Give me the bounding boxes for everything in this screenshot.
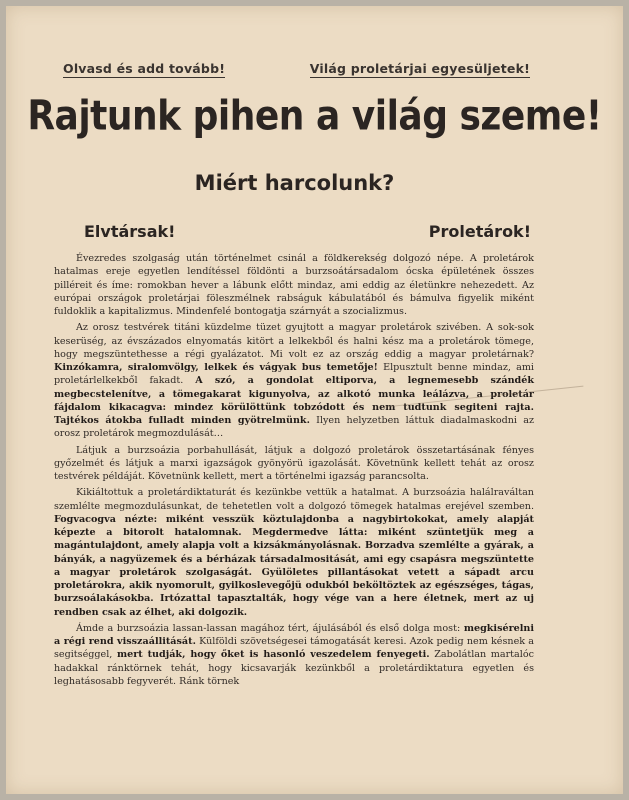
- paragraph: [54, 622, 534, 688]
- bold-text: megkisérelni a régi rend visszaállitását.: [54, 622, 534, 647]
- text: Ámde a burzsoázia lassan-lassan magához tért, ájulásából és első dolga most:: [76, 622, 464, 634]
- text: Elpusztult benne mindaz, ami proletárlelkekből fakadt.: [54, 362, 535, 387]
- bold-text: A szó, a gondolat eltiporva, a legnemesebb szándék megbecstelenítve, a tömegakarat kigunyolva, az alkotó munka leálázva, a proletár fájdalom kikacagva: mindez körülöttünk tobzódott és nem tudtunk segiteni rajta. Tajtékos átokba fulladt minden gyötrelmünk.: [54, 375, 534, 426]
- headline: Rajtunk pihen a világ szeme!: [27, 92, 602, 141]
- text: Látjuk a burzsoázia porbahullását, látjuk a dolgozó proletárok összetartásának fényes győzelmét és látjuk a marxi igazságok gyönyörü igazolását. Követnünk kellett tehát az orosz testvérek példáját. Követnünk kellett, mert a történelmi igazság parancsolta.: [54, 444, 534, 482]
- text: Zabolátlan martalóc hadakkal ránktörnek tehát, hogy kicsavarják kezünkből a proletárdiktatura egyetlen és leghatásosabb fegyverét. Ránk törnek: [54, 649, 534, 687]
- bold-text: Kinzókamra, siralomvölgy, lelkek és vágyak bus temetője!: [54, 362, 378, 373]
- text: Az orosz testvérek titáni küzdelme tüzet gyujtott a magyar proletárok szivében. A sok-sok keserüség, az évszázados elnyomatás kitört a lelkekből és halni kész ma a proletárok tömege, hogy megszüntethesse a régi gyalázatot. Mi volt ez az ország eddig a magyar proletárnak?: [54, 322, 534, 360]
- paragraph: [54, 252, 534, 318]
- bold-text: Fogvacogva nézte: miként vesszük köztulajdonba a nagybirtokokat, amely alapját képezte a bitorolt hatalomnak. Megdermedve látta: miként szüntetjük meg a magántulajdont, amely alapja volt a kizsákmányolásnak. Borzadva szemlélte a gyárak, a bányák, a nagyüzemek és a bérházak társadalmositását, ami egy csapásra megszüntette a magyar proletárok szolgaságát. Gyülöletes pillantásokat vetett a sápadt arcu proletárokra, akik nyomorult, gyilkoslevegőjü odukból beköltöztek az egészséges, tágas, burzsoálakásokba. Irtózattal tapasztalták, hogy vége van a here életnek, mert az uj rendben csak az élhet, aki dolgozik.: [54, 513, 534, 618]
- greeting-right: Proletárok!: [428, 222, 531, 241]
- leaflet-page: [6, 6, 623, 794]
- paragraph: [54, 486, 534, 619]
- greeting-left: Elvtársak!: [84, 222, 176, 241]
- text: Kikiáltottuk a proletárdiktaturát és kezünkbe vettük a hatalmat. A burzsoázia halálraváltan szemlélte megmozdulásunkat, de tehetetlen volt a dolgozó tömegek hatalmas erejével szemben.: [54, 487, 534, 512]
- body-text: [54, 252, 534, 691]
- text: Külföldi szövetségesei támogatását keresi. Azok pedig nem késnek a segitséggel,: [54, 636, 534, 661]
- text: Ilyen helyzetben láttuk diadalmaskodni az orosz proletárok megmozdulását…: [54, 415, 534, 440]
- subtitle: Miért harcolunk?: [194, 171, 395, 195]
- right-slogan: Világ proletárjai egyesüljetek!: [309, 61, 530, 76]
- paragraph: [54, 444, 534, 484]
- text: Évezredes szolgaság után történelmet csinál a földkerekség dolgozó népe. A proletárok hatalmas ereje egyetlen lendítéssel földönti a burzsoátársadalom ócska épületének összes pilléreit és íme: romokban hever a lábunk előtt mindaz, ami eddig az életünkre nehezedett. Az európai országok proletárjai föleszmélnek rabságuk kábulatából és bámulva figyelik miként fuldoklik a kapitalizmus. Mindenfelé bontogatja szárnyát a szocializmus.: [54, 253, 534, 317]
- left-slogan: Olvasd és add tovább!: [63, 61, 226, 76]
- bold-text: mert tudják, hogy őket is hasonló veszedelem fenyegeti.: [116, 649, 430, 661]
